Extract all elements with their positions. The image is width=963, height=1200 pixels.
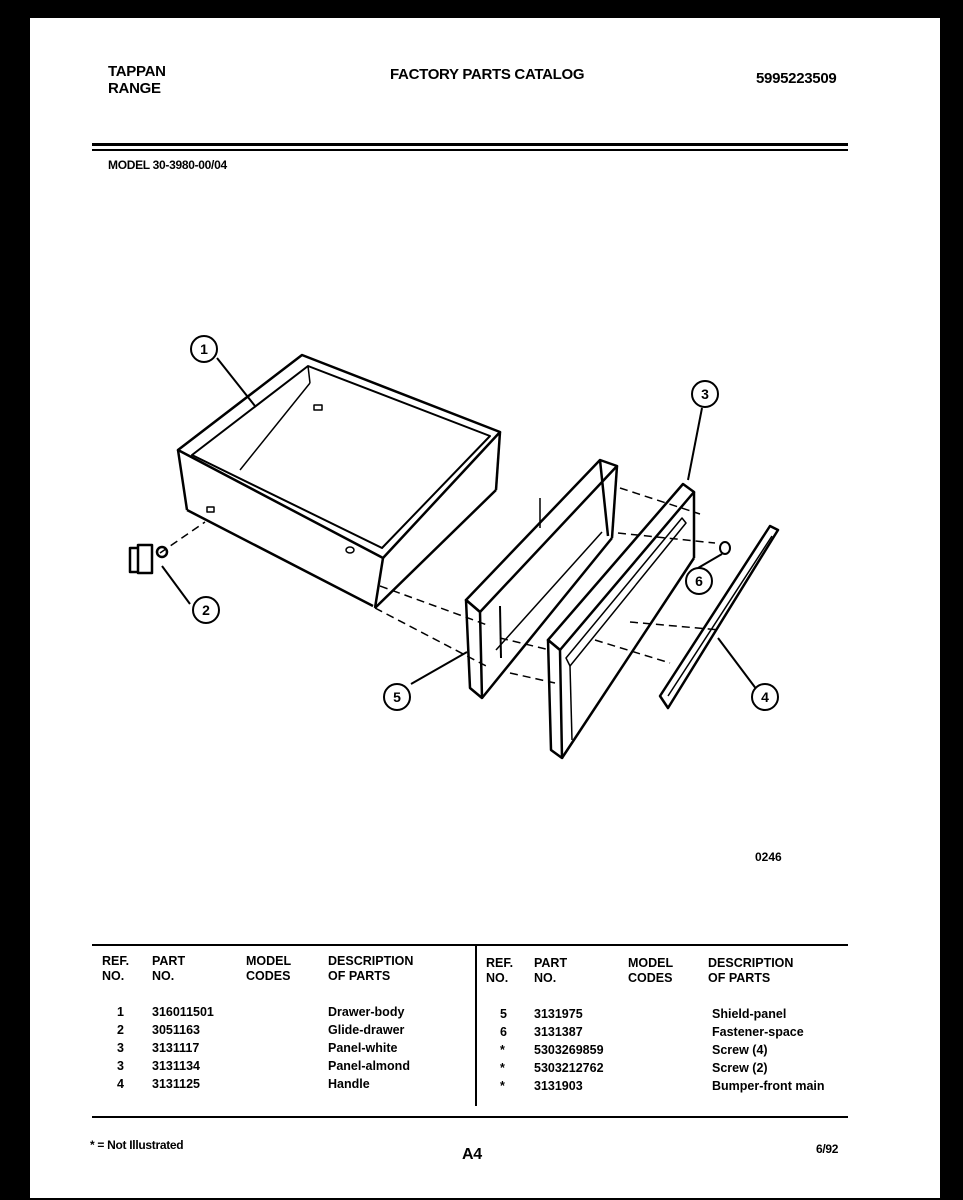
catalog-title: FACTORY PARTS CATALOG (390, 66, 585, 83)
front-panel-part (548, 484, 694, 758)
page-number: A4 (462, 1146, 482, 1163)
parts-table-left: REF. NO. PART NO. MODEL CODES DESCRIPTION OF PARTS 1 316011501 Drawer-body 2 3051163 Glide-drawer 3 3131117 Panel-white 3 3131134 Panel-almond 4 3131125 Handle (102, 954, 414, 1091)
callout-label-5: 5 (393, 689, 401, 705)
catalog-number: 5995223509 (756, 70, 837, 87)
revision-date: 6/92 (816, 1142, 839, 1156)
callout-label-4: 4 (761, 689, 769, 705)
header-model-right: MODEL CODES (628, 956, 674, 985)
drawer-body-part (178, 355, 500, 608)
not-illustrated-note: * = Not Illustrated (90, 1138, 184, 1152)
callout-label-6: 6 (695, 573, 703, 589)
header-desc: DESCRIPTION OF PARTS (328, 954, 414, 983)
catalog-page (30, 18, 940, 1198)
brand-line-1: TAPPAN (108, 63, 166, 80)
model-number: MODEL 30-3980-00/04 (108, 158, 227, 172)
exploded-parts-diagram (30, 18, 940, 918)
parts-table-right: REF. NO. PART NO. MODEL CODES DESCRIPTION OF PARTS 5 3131975 Shield-panel 6 3131387 Fastener-space * 5303269859 Screw (4) * 5303212762 Screw (2) * 3131903 Bumper-front main (486, 956, 825, 1093)
glide-drawer-part (130, 545, 167, 573)
table-rule-top (92, 944, 848, 946)
callout-label-2: 2 (202, 602, 210, 618)
brand-line-2: RANGE (108, 80, 161, 97)
fastener-part (720, 542, 730, 554)
header-part-right: PART NO. (534, 956, 568, 985)
header-ref: REF. NO. (102, 954, 130, 983)
figure-number: 0246 (755, 850, 782, 864)
callout-label-1: 1 (200, 341, 208, 357)
table-rule-bottom (92, 1116, 848, 1118)
header-part: PART NO. (152, 954, 186, 983)
callout-label-3: 3 (701, 386, 709, 402)
header-ref-right: REF. NO. (486, 956, 514, 985)
header-model: MODEL CODES (246, 954, 292, 983)
header-desc-right: DESCRIPTION OF PARTS (708, 956, 794, 985)
handle-part (660, 526, 778, 708)
